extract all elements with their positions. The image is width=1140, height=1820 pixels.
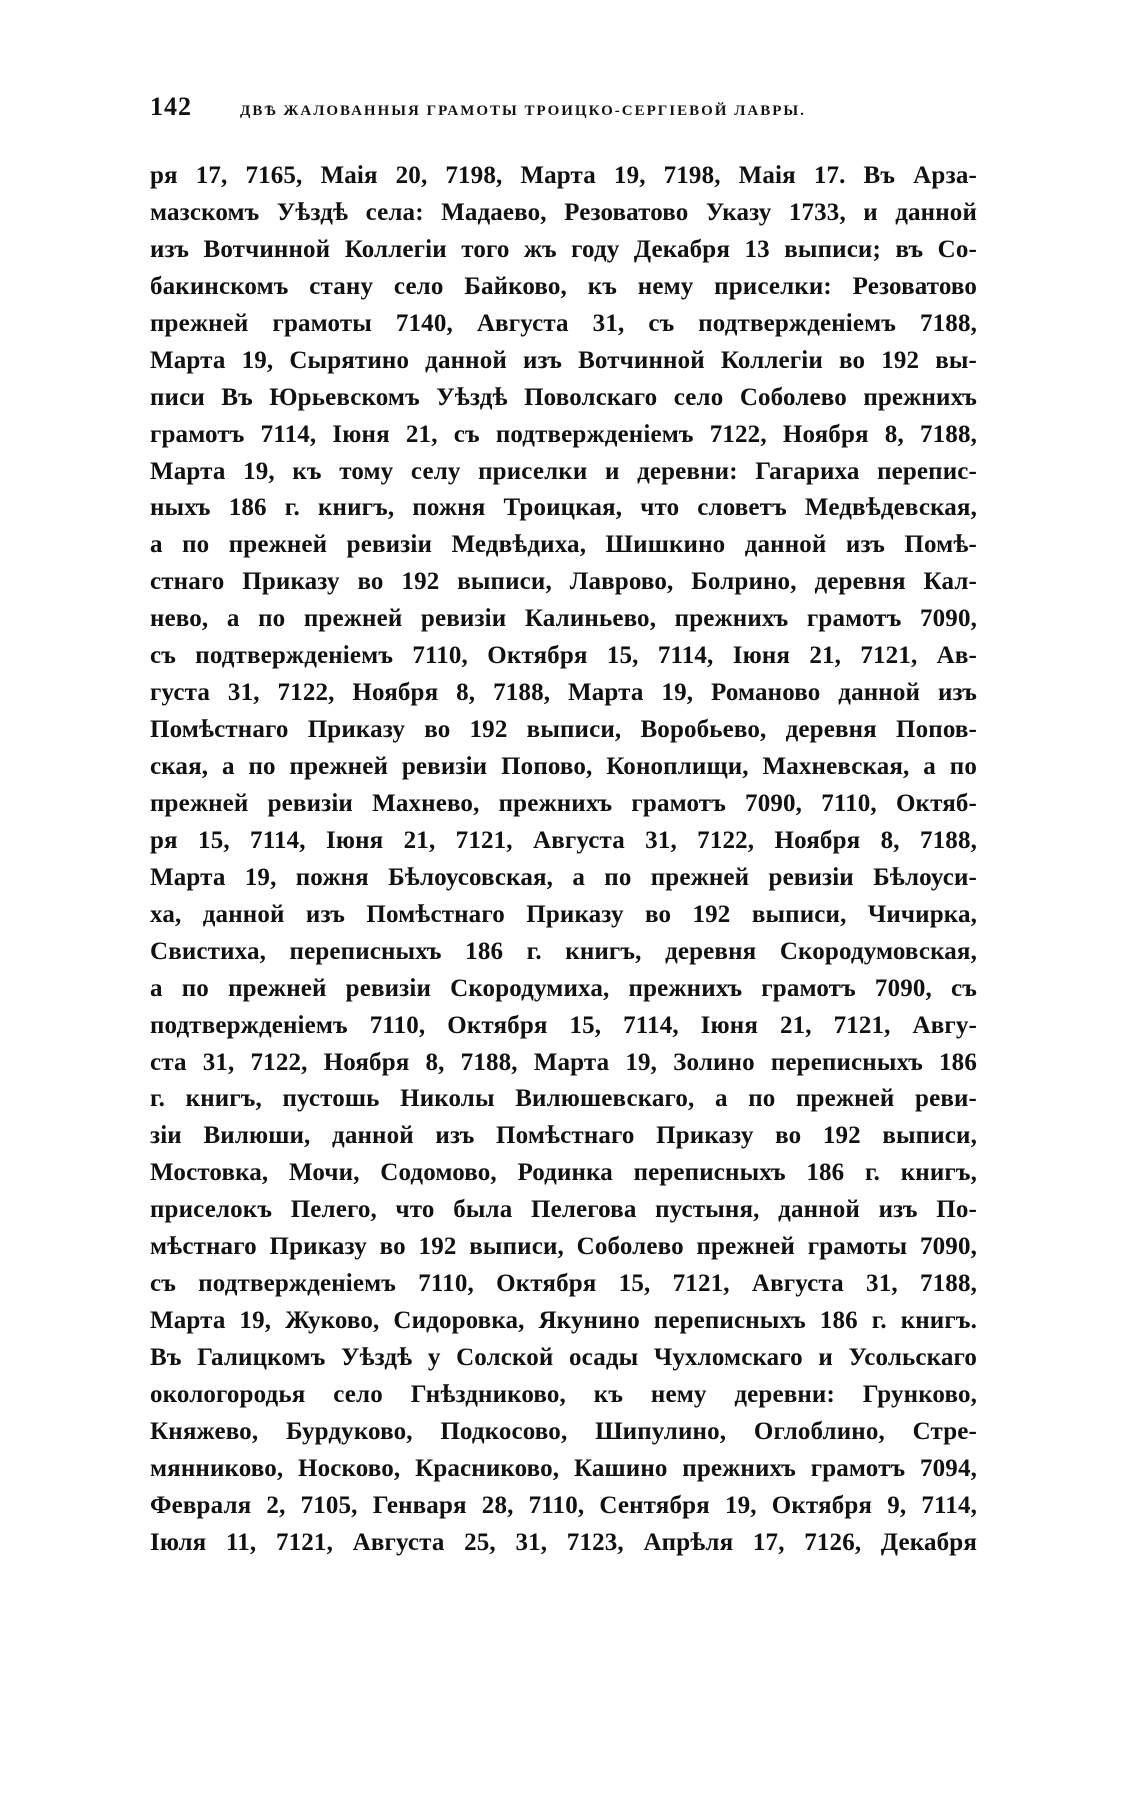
text-line: грамотъ 7114, Іюня 21, съ подтвержденіемъ 7122, Ноября 8, 7188, xyxy=(150,420,977,448)
text-line: а по прежней ревизіи Медвѣдиха, Шишкино данной изъ Помѣ- xyxy=(150,531,977,559)
text-line: зіи Вилюши, данной изъ Помѣстнаго Приказу во 192 выписи, xyxy=(150,1122,977,1150)
text-line: ская, а по прежней ревизіи Попово, Коноплищи, Махневская, а по xyxy=(150,753,977,780)
text-line: г. книгъ, пустошь Николы Вилюшевскаго, а по прежней реви- xyxy=(150,1085,977,1113)
text-line: Въ Галицкомъ Уѣздѣ у Солской осады Чухломскаго и Усольскаго xyxy=(150,1344,977,1371)
text-line: мѣстнаго Приказу во 192 выписи, Соболево прежней грамоты 7090, xyxy=(150,1233,977,1261)
text-line: Помѣстнаго Приказу во 192 выписи, Воробьево, деревня Попов- xyxy=(150,716,977,744)
text-line: Мостовка, Мочи, Содомово, Родинка переписныхъ 186 г. книгъ, xyxy=(150,1159,977,1187)
text-line: нево, а по прежней ревизіи Калиньево, прежнихъ грамотъ 7090, xyxy=(150,605,977,633)
text-line: Марта 19, пожня Бѣлоусовская, а по прежней ревизіи Бѣлоуси- xyxy=(150,863,977,891)
text-line: съ подтвержденіемъ 7110, Октября 15, 7121, Августа 31, 7188, xyxy=(150,1270,977,1298)
text-line: бакинскомъ стану село Байково, къ нему приселки: Резоватово xyxy=(150,272,977,300)
page-number: 142 xyxy=(150,92,192,121)
text-line: прежней грамоты 7140, Августа 31, съ подтвержденіемъ 7188, xyxy=(150,309,977,337)
text-line: писи Въ Юрьевскомъ Уѣздѣ Поволскаго село Соболево прежнихъ xyxy=(150,383,977,411)
text-line: приселокъ Пелего, что была Пелегова пустыня, данной изъ По- xyxy=(150,1196,977,1224)
text-line: изъ Вотчинной Коллегіи того жъ году Декабря 13 выписи; въ Со- xyxy=(150,235,977,263)
text-line: Іюля 11, 7121, Августа 25, 31, 7123, Апрѣля 17, 7126, Декабря xyxy=(150,1528,977,1556)
text-line: Марта 19, къ тому селу приселки и деревни: Гагариха перепис- xyxy=(150,457,977,485)
text-line: прежней ревизіи Махнево, прежнихъ грамотъ 7090, 7110, Октяб- xyxy=(150,789,977,817)
text-line: Свистиха, переписныхъ 186 г. книгъ, деревня Скородумовская, xyxy=(150,937,977,965)
running-title: ДВѢ ЖАЛОВАННЫЯ ГРАМОТЫ ТРОИЦКО-СЕРГІЕВОЙ ЛАВРЫ. xyxy=(240,103,806,119)
text-line: Марта 19, Сырятино данной изъ Вотчинной Коллегіи во 192 вы- xyxy=(150,346,977,374)
text-line: ря 15, 7114, Іюня 21, 7121, Августа 31, 7122, Ноября 8, 7188, xyxy=(150,826,977,854)
running-header xyxy=(150,92,975,126)
text-line: стнаго Приказу во 192 выписи, Лаврово, Болрино, деревня Кал- xyxy=(150,568,977,596)
text-line: подтвержденіемъ 7110, Октября 15, 7114, Іюня 21, 7121, Авгу- xyxy=(150,1011,977,1039)
text-line: съ подтвержденіемъ 7110, Октября 15, 7114, Іюня 21, 7121, Ав- xyxy=(150,642,977,670)
text-line: мазскомъ Уѣздѣ села: Мадаево, Резоватово Указу 1733, и данной xyxy=(150,198,977,226)
body-text xyxy=(150,158,977,1562)
text-line: мянниково, Носково, Красниково, Кашино прежнихъ грамотъ 7094, xyxy=(150,1454,977,1482)
text-line: окологородья село Гнѣздниково, къ нему деревни: Грунково, xyxy=(150,1380,977,1408)
text-line: ста 31, 7122, Ноября 8, 7188, Марта 19, Золино переписныхъ 186 xyxy=(150,1048,977,1076)
text-line: Марта 19, Жуково, Сидоровка, Якунино переписныхъ 186 г. книгъ. xyxy=(150,1307,977,1335)
text-line: Княжево, Бурдуково, Подкосово, Шипулино, Оглоблино, Стре- xyxy=(150,1417,977,1445)
text-line: ря 17, 7165, Маія 20, 7198, Марта 19, 7198, Маія 17. Въ Арза- xyxy=(150,162,977,189)
text-line: ныхъ 186 г. книгъ, пожня Троицкая, что словетъ Медвѣдевская, xyxy=(150,494,977,522)
text-line: густа 31, 7122, Ноября 8, 7188, Марта 19, Романово данной изъ xyxy=(150,679,977,707)
text-line: а по прежней ревизіи Скородумиха, прежнихъ грамотъ 7090, съ xyxy=(150,974,977,1002)
text-line: Февраля 2, 7105, Генваря 28, 7110, Сентября 19, Октября 9, 7114, xyxy=(150,1491,977,1519)
text-line: ха, данной изъ Помѣстнаго Приказу во 192 выписи, Чичирка, xyxy=(150,900,977,928)
